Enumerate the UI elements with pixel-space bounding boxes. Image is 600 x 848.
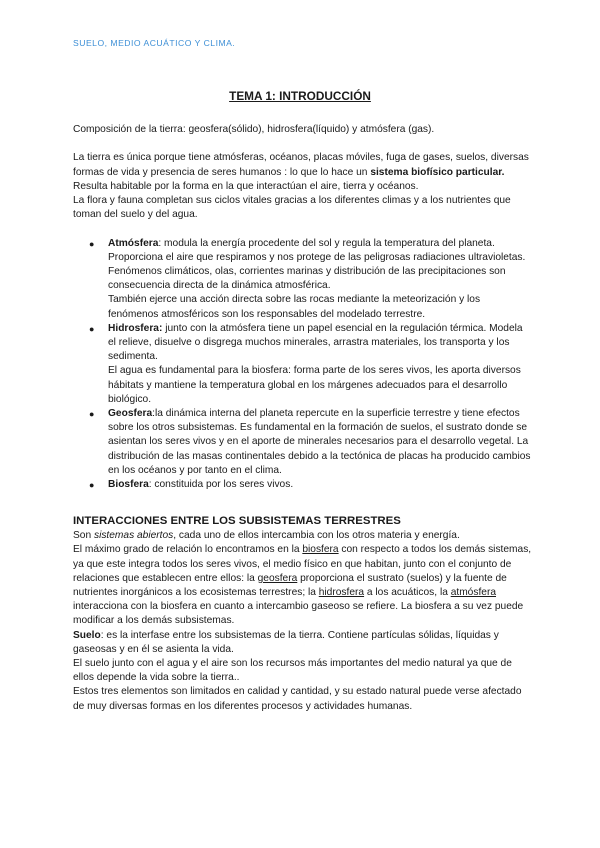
term-text: junto con la atmósfera tiene un papel esencial en la regulación térmica. Modela el relieve, disuelve o disgrega muchos minerales, arrastra materiales, los transporta y los sedimenta. <box>108 322 523 363</box>
emphasis-text: sistemas abiertos <box>93 530 174 542</box>
text-span: Son <box>73 530 94 542</box>
bullet-icon: ● <box>89 323 95 334</box>
text-span: , cada uno de ellos intercambia con los otros materia y energía. <box>173 530 460 542</box>
term-text: : modula la energía procedente del sol y regula la temperatura del planeta. Proporciona el aire que respiramos y nos protege de las peligrosas radiaciones ultravioletas. Fenómenos climáticos, olas, corrientes marinas y distribución de las precipitaciones son consecuencia directa de la dinámica atmosférica. <box>108 237 526 292</box>
open-systems-paragraph <box>73 529 533 543</box>
soil-paragraph <box>73 629 533 657</box>
unique-paragraph <box>73 151 533 179</box>
term-hidrosfera: Hidrosfera: <box>108 322 163 334</box>
underlined-atmosfera: atmósfera <box>450 587 496 599</box>
section-heading: INTERACCIONES ENTRE LOS SUBSISTEMAS TERRESTRES <box>73 515 401 528</box>
text-span: con respecto a todos los demás sistemas, ya que este integra todos los seres vivos, el medio físico en que habitan, junto con el conjunto de relaciones que establecen entre ellos: la <box>73 544 532 584</box>
unique-text: La tierra es única porque tiene atmósferas, océanos, placas móviles, fuga de gases, suelos, diversas formas de vida y presencia de seres humanos : lo que lo hace un <box>73 152 529 178</box>
soil-term: Suelo <box>73 629 101 641</box>
list-item <box>73 407 533 478</box>
term-biosfera: Biosfera <box>108 479 149 491</box>
text-span: : es la interfase entre los subsistemas de la tierra. Contiene partículas sólidas, líquidas y gaseosas y en él se asienta la vida. <box>73 629 499 655</box>
document-body <box>73 123 533 714</box>
term-text: : constituida por los seres vivos. <box>148 479 294 491</box>
text-span: proporciona el sustrato (suelos) y la fuente de nutrientes inorgánicos a los ecosistemas terrestres; la <box>73 572 507 599</box>
resources-paragraph: El suelo junto con el agua y el aire son los recursos más importantes del medio natural ya que de ellos depende la vida sobre la tierra.. <box>73 658 512 684</box>
page-header: SUELO, MEDIO ACUÁTICO Y CLIMA. <box>73 38 236 48</box>
underlined-geosfera: geosfera <box>257 572 298 584</box>
text-span: interacciona con la biosfera en cuanto a intercambio gaseoso se refiere. La biosfera a su vez puede modificar a los demás subsistemas. <box>73 601 524 627</box>
limits-paragraph: Estos tres elementos son limitados en calidad y cantidad, y su estado natural puede verse afectado de muy diversas formas en los diferentes procesos y actividades humanas. <box>73 686 522 712</box>
bullet-icon: ● <box>89 409 95 420</box>
term-extra: El agua es fundamental para la biosfera: forma parte de los seres vivos, les aporta diversos hábitats y mantiene la temperatura global en los márgenes adecuados para el desarrollo biológico. <box>108 365 521 405</box>
term-geosfera: Geosfera <box>108 408 153 420</box>
list-item <box>73 478 533 492</box>
flora-paragraph: La flora y fauna completan sus ciclos vitales gracias a los diferentes climas y a los nutrientes que toman del suelo y del agua. <box>73 195 511 221</box>
underlined-biosfera: biosfera <box>302 544 339 556</box>
term-text: :la dinámica interna del planeta repercute en la superficie terrestre y tiene efectos sobre los otros subsistemas. Es fundamental en la formación de suelos, el sustrato donde se asientan los seres vivos y en el aporte de minerales necesarios para el desarrollo vegetal. La distribución de las masas continentales debido a la tectónica de placas ha producido cambios en los océanos y por tanto en el clima. <box>108 408 531 476</box>
relations-paragraph <box>73 543 533 628</box>
page-title: TEMA 1: INTRODUCCIÓN <box>229 89 371 103</box>
list-item <box>73 237 533 322</box>
list-item <box>73 322 533 407</box>
text-span: El máximo grado de relación lo encontramos en la <box>73 544 303 556</box>
unique-bold: sistema biofísico particular. <box>370 166 505 178</box>
bullet-icon: ● <box>89 238 95 249</box>
underlined-hidrosfera: hidrosfera <box>318 587 365 599</box>
term-atmosfera: Atmósfera <box>108 237 159 249</box>
term-extra: También ejerce una acción directa sobre las rocas mediante la meteorización y los fenómenos atmosféricos son los responsables del modelado terrestre. <box>108 294 481 320</box>
bullet-icon: ● <box>89 480 95 491</box>
composition-paragraph: Composición de la tierra: geosfera(sólido), hidrosfera(líquido) y atmósfera (gas). <box>73 124 435 135</box>
text-span: a los acuáticos, la <box>364 587 451 599</box>
habitable-paragraph: Resulta habitable por la forma en la que interactúan el aire, tierra y océanos. <box>73 180 419 192</box>
subsystems-list <box>73 237 533 493</box>
